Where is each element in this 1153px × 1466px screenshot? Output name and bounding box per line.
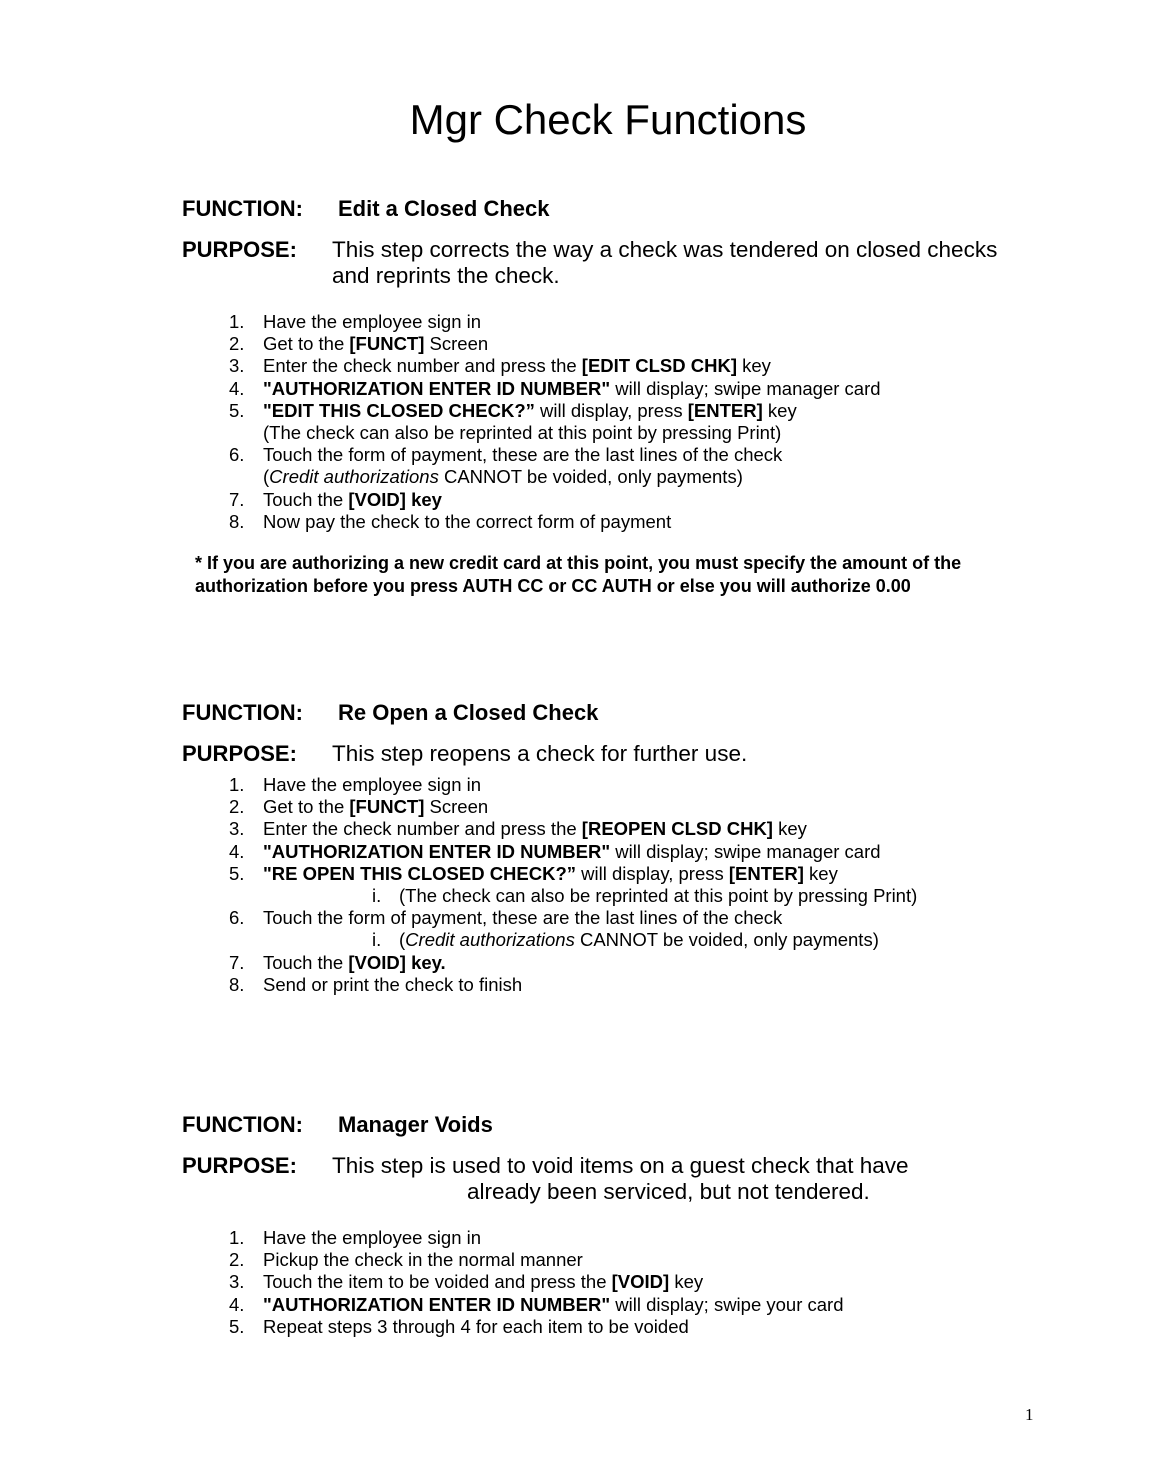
function-row bbox=[182, 196, 1082, 237]
step-text bbox=[263, 952, 446, 974]
step-text bbox=[263, 818, 807, 840]
note-line: * If you are authorizing a new credit card at this point, you must specify the amount of the bbox=[195, 553, 962, 573]
purpose-row bbox=[182, 1153, 1082, 1204]
step-number: 3. bbox=[229, 1271, 245, 1293]
step-number: 5. bbox=[229, 399, 245, 421]
purpose-line: This step is used to void items on a guest check that have bbox=[332, 1153, 909, 1178]
step-text-segment: Get to the bbox=[263, 333, 350, 355]
step-text bbox=[263, 511, 671, 533]
step-text-segment: [FUNCT] bbox=[349, 796, 425, 818]
step-text-segment: "AUTHORIZATION ENTER ID NUMBER" bbox=[263, 377, 611, 399]
step-number: 3. bbox=[229, 355, 245, 377]
step-text-segment: will display, press bbox=[534, 399, 688, 421]
step-number: 4. bbox=[229, 840, 245, 862]
function-row bbox=[182, 1112, 1082, 1153]
step-text bbox=[263, 489, 442, 511]
step-text-segment: will display; swipe your card bbox=[610, 1293, 844, 1315]
purpose-text bbox=[332, 741, 1032, 767]
step-number: 2. bbox=[229, 796, 245, 818]
step-number: 5. bbox=[229, 862, 245, 884]
purpose-row bbox=[182, 237, 1082, 288]
step-text-segment: [VOID] key. bbox=[348, 951, 446, 973]
function-row bbox=[182, 700, 1082, 741]
step-number: 4. bbox=[229, 1293, 245, 1315]
step-text-segment: key bbox=[736, 355, 771, 377]
step-text-segment: Get to the bbox=[263, 796, 350, 818]
step-text-segment: key bbox=[762, 399, 797, 421]
step-text-segment: will display; swipe manager card bbox=[610, 840, 881, 862]
step-text-segment: CANNOT be voided, only payments) bbox=[438, 466, 743, 488]
step-text-segment: Have the employee sign in bbox=[263, 774, 482, 795]
step-text-segment: Have the employee sign in bbox=[263, 1227, 482, 1248]
step-number: 1. bbox=[229, 1227, 245, 1248]
step-number: 7. bbox=[229, 951, 245, 973]
step-text-segment: Touch the form of payment, these are the last lines of the check bbox=[263, 444, 783, 466]
step-number: 5. bbox=[229, 1315, 245, 1337]
step-text-segment: Credit authorizations bbox=[269, 466, 439, 488]
step-text-segment: Touch the form of payment, these are the last lines of the check bbox=[263, 907, 783, 929]
purpose-text bbox=[332, 1153, 1032, 1205]
step-text-segment: [VOID] bbox=[611, 1271, 670, 1293]
step-text-segment: Screen bbox=[424, 333, 489, 355]
step-text bbox=[263, 422, 781, 444]
step-number: 2. bbox=[229, 1249, 245, 1271]
section-reopen-closed-check bbox=[182, 700, 1082, 995]
step-number: 1. bbox=[229, 774, 245, 795]
step-text bbox=[263, 1316, 689, 1338]
step-text bbox=[263, 311, 481, 333]
purpose-label: PURPOSE: bbox=[182, 237, 297, 262]
step-text-segment: CANNOT be voided, only payments) bbox=[574, 929, 879, 951]
step-text-segment: Enter the check number and press the bbox=[263, 818, 582, 840]
step-text-segment: Now pay the check to the correct form of payment bbox=[263, 510, 672, 532]
step-text-segment: [ENTER] bbox=[728, 862, 804, 884]
step-text bbox=[263, 907, 782, 929]
document-title: Mgr Check Functions bbox=[409, 96, 807, 143]
step-text-segment: Touch the bbox=[263, 951, 349, 973]
step-text-segment: ( bbox=[263, 466, 270, 488]
step-text-segment: (The check can also be reprinted at this point by pressing Print) bbox=[399, 884, 918, 906]
step-text-segment: Send or print the check to finish bbox=[263, 973, 523, 995]
step-number: 6. bbox=[229, 444, 245, 466]
step-text-segment: Touch the item to be voided and press the bbox=[263, 1271, 612, 1293]
step-text bbox=[399, 929, 879, 951]
step-text-segment: "EDIT THIS CLOSED CHECK?” bbox=[263, 399, 535, 421]
step-text-segment: [REOPEN CLSD CHK] bbox=[581, 818, 773, 840]
purpose-label: PURPOSE: bbox=[182, 741, 297, 766]
step-text bbox=[263, 333, 488, 355]
step-text-segment: Screen bbox=[424, 796, 489, 818]
step-number: 2. bbox=[229, 333, 245, 355]
step-text-segment: Enter the check number and press the bbox=[263, 355, 582, 377]
step-text-segment: will display; swipe manager card bbox=[610, 377, 881, 399]
step-text-segment: Have the employee sign in bbox=[263, 311, 482, 332]
step-number: 8. bbox=[229, 973, 245, 995]
step-text bbox=[263, 774, 481, 796]
step-number: 1. bbox=[229, 311, 245, 332]
section-edit-closed-check bbox=[182, 196, 1082, 532]
function-name: Edit a Closed Check bbox=[338, 196, 550, 221]
page-number: 1 bbox=[1025, 1405, 1034, 1424]
step-text-segment: key bbox=[772, 818, 807, 840]
step-text bbox=[263, 378, 881, 400]
step-text-segment: [EDIT CLSD CHK] bbox=[581, 355, 737, 377]
step-text bbox=[263, 974, 522, 996]
section-manager-voids bbox=[182, 1112, 1082, 1337]
step-text-segment: ( bbox=[399, 929, 406, 951]
step-text-segment: key bbox=[803, 862, 838, 884]
step-text-segment: Pickup the check in the normal manner bbox=[263, 1249, 583, 1271]
step-text-segment: [VOID] key bbox=[348, 488, 442, 510]
step-number: i. bbox=[372, 929, 382, 951]
step-text bbox=[263, 1249, 583, 1271]
function-label: FUNCTION: bbox=[182, 700, 303, 725]
step-text-segment: "AUTHORIZATION ENTER ID NUMBER" bbox=[263, 840, 611, 862]
step-text bbox=[263, 1227, 481, 1249]
step-number: 3. bbox=[229, 818, 245, 840]
step-text bbox=[263, 444, 782, 466]
function-name: Re Open a Closed Check bbox=[338, 700, 599, 725]
step-text bbox=[263, 863, 838, 885]
step-text-segment: [FUNCT] bbox=[349, 333, 425, 355]
credit-auth-note bbox=[195, 552, 1015, 598]
step-text bbox=[399, 885, 917, 907]
step-text-segment: "AUTHORIZATION ENTER ID NUMBER" bbox=[263, 1293, 611, 1315]
step-text-segment: key bbox=[669, 1271, 704, 1293]
step-text-segment: Credit authorizations bbox=[405, 929, 575, 951]
step-text-segment: "RE OPEN THIS CLOSED CHECK?” bbox=[263, 862, 577, 884]
step-text bbox=[263, 1294, 844, 1316]
step-text-segment: (The check can also be reprinted at this point by pressing Print) bbox=[263, 421, 782, 443]
step-text bbox=[263, 796, 488, 818]
note-line: authorization before you press AUTH CC or CC AUTH or else you will authorize 0.00 bbox=[195, 576, 911, 596]
step-text-segment: Touch the bbox=[263, 488, 349, 510]
purpose-label: PURPOSE: bbox=[182, 1153, 297, 1178]
purpose-line: This step reopens a check for further use. bbox=[332, 741, 748, 766]
function-label: FUNCTION: bbox=[182, 1112, 303, 1137]
purpose-text bbox=[332, 237, 1032, 289]
purpose-line: already been serviced, but not tendered. bbox=[467, 1179, 870, 1204]
step-text-segment: [ENTER] bbox=[687, 399, 763, 421]
purpose-line: This step corrects the way a check was tendered on closed checks bbox=[332, 237, 998, 262]
step-text-segment: Repeat steps 3 through 4 for each item to be voided bbox=[263, 1315, 689, 1337]
function-name: Manager Voids bbox=[338, 1112, 493, 1137]
step-text bbox=[263, 841, 881, 863]
step-text bbox=[263, 466, 743, 488]
step-text bbox=[263, 355, 771, 377]
step-number: i. bbox=[372, 884, 382, 906]
step-number: 7. bbox=[229, 488, 245, 510]
step-number: 4. bbox=[229, 377, 245, 399]
step-text bbox=[263, 400, 797, 422]
step-number: 6. bbox=[229, 907, 245, 929]
step-text-segment: will display, press bbox=[576, 862, 729, 884]
step-number: 8. bbox=[229, 510, 245, 532]
function-label: FUNCTION: bbox=[182, 196, 303, 221]
step-text bbox=[263, 1271, 703, 1293]
purpose-line: and reprints the check. bbox=[332, 263, 560, 288]
